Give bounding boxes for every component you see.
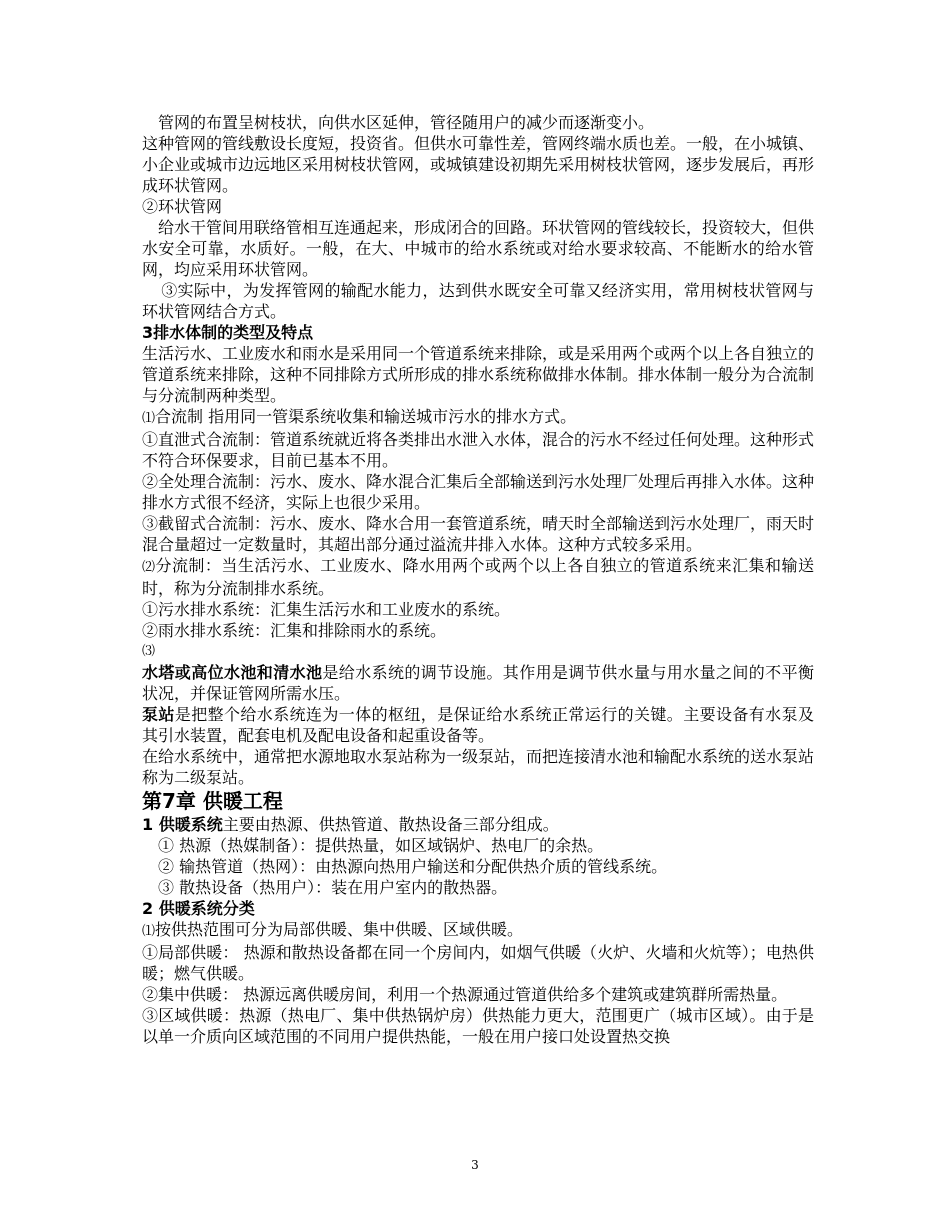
list-item: ③ 散热设备（热用户）：装在用户室内的散热器。 bbox=[158, 878, 508, 897]
paragraph-text: 分流制：当生活污水、工业废水、降水用两个或两个以上各自独立的管道系统来汇集和输送时，称为分流制排水系统。 bbox=[142, 556, 814, 598]
paragraph bbox=[142, 919, 814, 942]
paragraph: ③实际中，为发挥管网的输配水能力，达到供水既安全可靠又经济实用，常用树枝状管网与环状管网结合方式。 bbox=[142, 281, 814, 321]
section-heading bbox=[142, 814, 814, 835]
paragraph: ②全处理合流制：污水、废水、降水混合汇集后全部输送到污水处理厂处理后再排入水体。这种排水方式很不经济，实际上也很少采用。 bbox=[142, 472, 815, 512]
paragraph bbox=[142, 406, 814, 429]
chapter-title: 第7章 供暖工程 bbox=[142, 789, 283, 813]
paragraph-text: 是给水系统的调节设施。其作用是调节供水量与用水量之间的不平衡状况，并保证管网所需水压。 bbox=[142, 663, 814, 703]
section-heading: 2 供暖系统分类 bbox=[142, 899, 255, 918]
paragraph: ③区域供暖：热源（热电厂、集中供热锅炉房）供热能力更大，范围更广（城市区域）。由于是以单一介质向区域范围的不同用户提供热能，一般在用户接口处设置热交换 bbox=[142, 1006, 814, 1046]
paragraph: 管网的布置呈树枝状，向供水区延伸，管径随用户的减少而逐渐变小。 bbox=[158, 113, 655, 132]
list-marker: ⑶ bbox=[142, 644, 156, 659]
paragraph: ②集中供暖： 热源远离供暖房间，利用一个热源通过管道供给多个建筑或建筑群所需热量。 bbox=[142, 985, 788, 1004]
paragraph: ②雨水排水系统：汇集和排除雨水的系统。 bbox=[142, 621, 447, 640]
list-item: ② 输热管道（热网）：由热源向热用户输送和分配供热介质的管线系统。 bbox=[158, 857, 668, 876]
paragraph-text: 按供热范围可分为局部供暖、集中供暖、区域供暖。 bbox=[155, 920, 524, 939]
list-item: ① 热源（热媒制备）：提供热量，如区域锅炉、热电厂的余热。 bbox=[158, 836, 604, 855]
paragraph bbox=[142, 662, 814, 704]
paragraph bbox=[142, 555, 814, 599]
paragraph-text: 是把整个给水系统连为一体的枢纽，是保证给水系统正常运行的关键。主要设备有水泵及其引水装置，配套电机及配电设备和起重设备等。 bbox=[142, 705, 814, 745]
bold-term: 水塔或高位水池和清水池 bbox=[142, 663, 323, 682]
bold-term: 1 供暖系统 bbox=[142, 815, 223, 834]
page-number: 3 bbox=[471, 1158, 479, 1172]
paragraph: 给水干管间用联络管相互连通起来，形成闭合的回路。环状管网的管线较长，投资较大，但供水安全可靠，水质好。一般，在大、中城市的给水系统或对给水要求较高、不能断水的给水管网，均应采用环状管网。 bbox=[142, 218, 815, 279]
list-marker: ⑵ bbox=[142, 560, 156, 575]
paragraph: ①局部供暖： 热源和散热设备都在同一个房间内，如烟气供暖（火炉、火墙和火炕等）；电热供暖；燃气供暖。 bbox=[142, 943, 814, 983]
bold-term: 泵站 bbox=[142, 705, 175, 724]
paragraph: 这种管网的管线敷设长度短，投资省。但供水可靠性差，管网终端水质也差。一般，在小城镇、小企业或城市边远地区采用树枝状管网，或城镇建设初期先采用树枝状管网，逐步发展后，再形成环状管网。 bbox=[142, 134, 815, 195]
subheading: ②环状管网 bbox=[142, 197, 223, 216]
paragraph: ①污水排水系统：汇集生活污水和工业废水的系统。 bbox=[142, 600, 511, 619]
paragraph: ①直泄式合流制：管道系统就近将各类排出水泄入水体，混合的污水不经过任何处理。这种形式不符合环保要求，目前已基本不用。 bbox=[142, 430, 815, 470]
paragraph: 在给水系统中，通常把水源地取水泵站称为一级泵站，而把连接清水池和输配水系统的送水泵站称为二级泵站。 bbox=[142, 747, 815, 787]
document-body bbox=[142, 112, 814, 1047]
paragraph-text: 主要由热源、供热管道、散热设备三部分组成。 bbox=[222, 815, 559, 834]
list-marker: ⑴ bbox=[142, 924, 156, 939]
paragraph: ③截留式合流制：污水、废水、降水合用一套管道系统，晴天时全部输送到污水处理厂，雨天时混合量超过一定数量时，其超出部分通过溢流井排入水体。这种方式较多采用。 bbox=[142, 514, 815, 554]
section-heading: 3排水体制的类型及特点 bbox=[142, 323, 314, 342]
paragraph: 生活污水、工业废水和雨水是采用同一个管道系统来排除，或是采用两个或两个以上各自独立的管道系统来排除，这种不同排除方式所形成的排水系统称做排水体制。排水体制一般分为合流制与分流制两种类型。 bbox=[142, 344, 815, 405]
list-marker: ⑴ bbox=[142, 411, 156, 426]
paragraph bbox=[142, 704, 814, 746]
paragraph-text: 合流制 指用同一管渠系统收集和输送城市污水的排水方式。 bbox=[155, 407, 577, 426]
